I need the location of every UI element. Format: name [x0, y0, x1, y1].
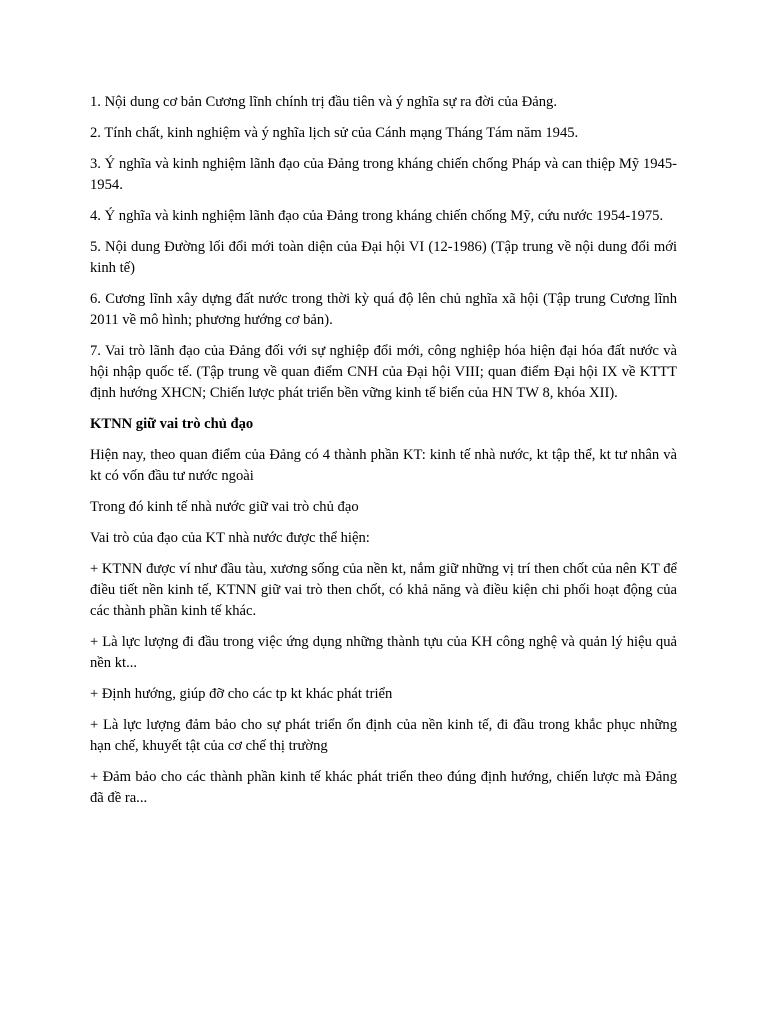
question-2: 2. Tính chất, kinh nghiệm và ý nghĩa lịch sử của Cánh mạng Tháng Tám năm 1945.	[90, 125, 579, 141]
question-6: 6. Cương lĩnh xây dựng đất nước trong thời kỳ quá độ lên chủ nghĩa xã hội (Tập trung Cương lĩnh 2011 về mô hình; phương hướng cơ bản).	[90, 291, 677, 328]
body-paragraph: Trong đó kinh tế nhà nước giữ vai trò chủ đạo	[90, 499, 359, 515]
bullet-paragraph: + Định hướng, giúp đỡ cho các tp kt khác phát triển	[90, 686, 393, 702]
question-5: 5. Nội dung Đường lối đổi mới toàn diện của Đại hội VI (12-1986) (Tập trung về nội dung đổi mới kinh tế)	[90, 239, 677, 276]
bullet-paragraph: + KTNN được ví như đầu tàu, xương sống của nền kt, nắm giữ những vị trí then chốt của nên KT để điều tiết nền kinh tế, KTNN giữ vai trò then chốt, có khả năng và điều kiện chi phối hoạt động của các thành phần kinh tế khác.	[90, 561, 677, 619]
document-page	[90, 92, 677, 819]
question-7: 7. Vai trò lãnh đạo của Đảng đối với sự nghiệp đổi mới, công nghiệp hóa hiện đại hóa đất nước và hội nhập quốc tế. (Tập trung về quan điểm CNH của Đại hội VIII; quan điểm Đại hội IX về KTTT định hướng XHCN; Chiến lược phát triển bền vững kinh tế biển của HN TW 8, khóa XII).	[90, 343, 677, 401]
question-3: 3. Ý nghĩa và kinh nghiệm lãnh đạo của Đảng trong kháng chiến chống Pháp và can thiệp Mỹ 1945-1954.	[90, 156, 677, 193]
bullet-paragraph: + Là lực lượng đảm bảo cho sự phát triển ổn định của nền kinh tế, đi đầu trong khắc phục những hạn chế, khuyết tật của cơ chế thị trường	[90, 717, 677, 754]
body-paragraph: Hiện nay, theo quan điểm của Đảng có 4 thành phần KT: kinh tế nhà nước, kt tập thể, kt tư nhân và kt có vốn đầu tư nước ngoài	[90, 447, 677, 484]
bullet-paragraph: + Đảm bảo cho các thành phần kinh tế khác phát triển theo đúng định hướng, chiến lược mà Đảng đã đề ra...	[90, 769, 677, 806]
question-1: 1. Nội dung cơ bản Cương lĩnh chính trị đầu tiên và ý nghĩa sự ra đời của Đảng.	[90, 94, 557, 110]
bullet-paragraph: + Là lực lượng đi đầu trong việc ứng dụng những thành tựu của KH công nghệ và quản lý hiệu quả nền kt...	[90, 634, 677, 671]
section-heading: KTNN giữ vai trò chủ đạo	[90, 416, 254, 432]
question-4: 4. Ý nghĩa và kinh nghiệm lãnh đạo của Đảng trong kháng chiến chống Mỹ, cứu nước 1954-1975.	[90, 208, 664, 224]
body-paragraph: Vai trò của đạo của KT nhà nước được thể hiện:	[90, 530, 370, 546]
